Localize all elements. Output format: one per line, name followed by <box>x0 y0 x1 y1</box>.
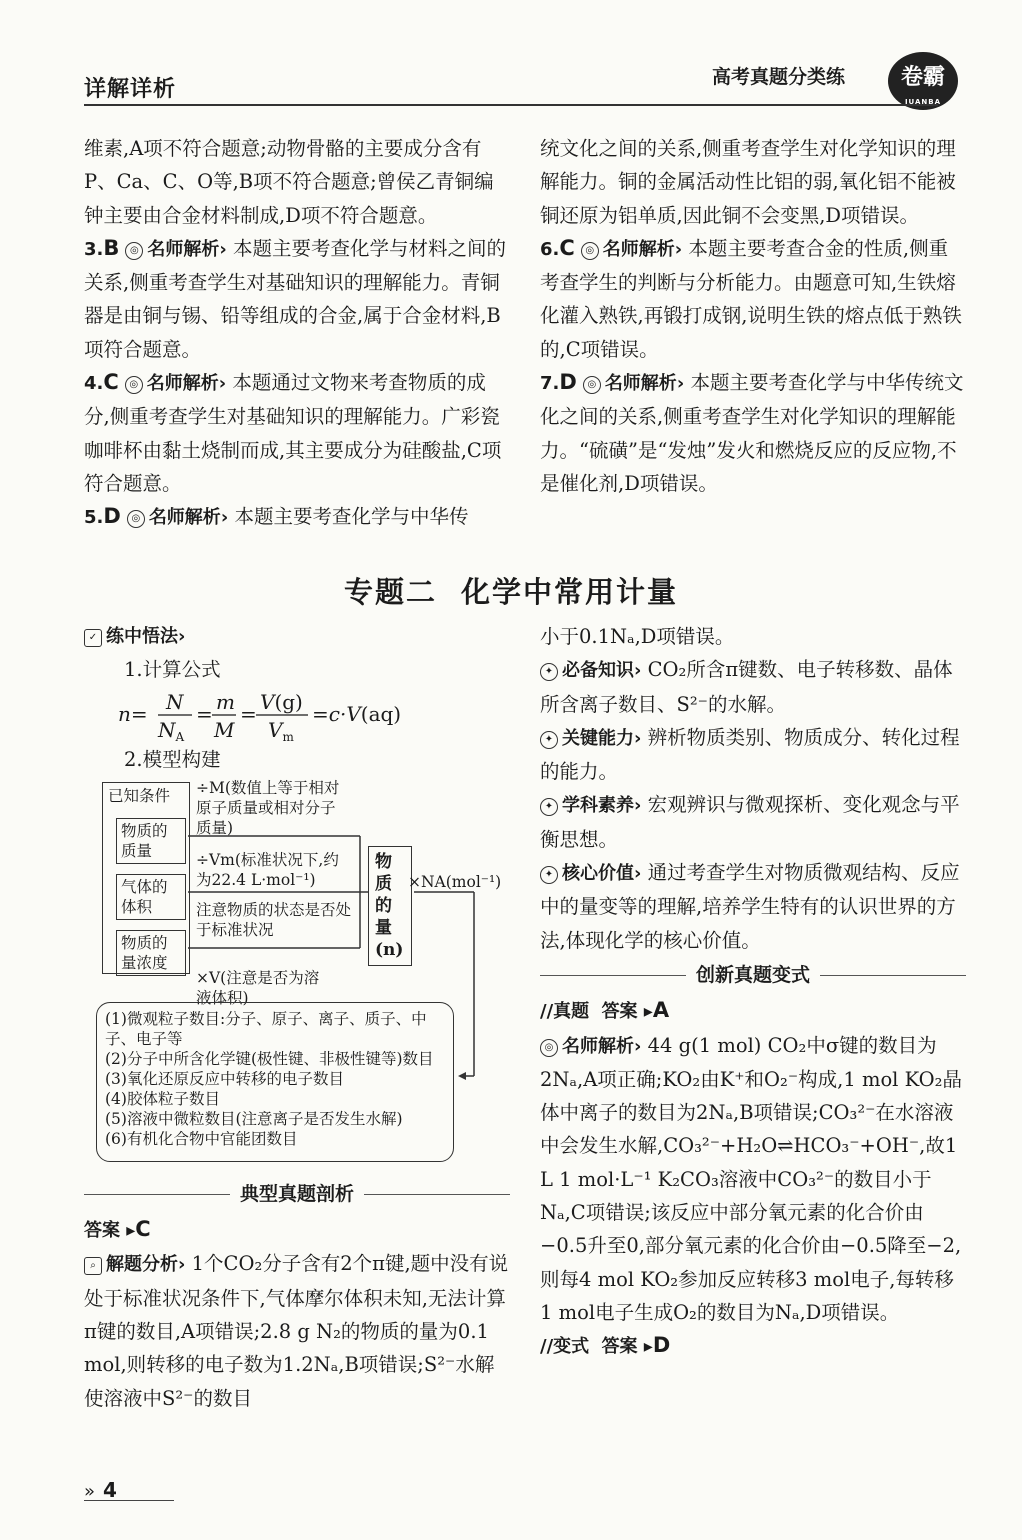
op-divide-Vm: ÷Vm(标准状况下,约为22.4 L·mol⁻¹) <box>196 850 339 889</box>
discipline-literacy: ✦ 学科素养› 宏观辨识与微观探析、变化观念与平衡思想。 <box>540 793 960 851</box>
applications-list <box>96 1002 454 1162</box>
brand-logo <box>888 52 958 110</box>
header-rule <box>84 104 938 106</box>
bulb-icon: ✦ <box>540 663 558 681</box>
svg-text:m: m <box>216 689 235 714</box>
svg-text:NA: $N_A$ <box>158 717 185 743</box>
op-state-note: 注意物质的状态是否处于标准状况 <box>196 900 352 939</box>
svg-text:=c·V(aq): =c·V(aq) <box>312 701 402 726</box>
magnifier-icon: ⌕ <box>84 1257 102 1275</box>
list-item: (5)溶液中微粒数目(注意离子是否发生水解) <box>105 1109 403 1128</box>
svg-text:=: = <box>196 701 213 726</box>
bulb-icon: ✦ <box>540 731 558 749</box>
q7-tag: ◎ 名师解析› <box>583 373 684 394</box>
question-4 <box>84 366 510 500</box>
q4-number: 4. <box>84 373 104 395</box>
formula <box>84 687 510 743</box>
teacher-icon: ◎ <box>125 376 143 394</box>
innovation-divider: 创新真题变式 <box>540 959 966 992</box>
bottom-right-column <box>540 620 966 1364</box>
list-item: (3)氧化还原反应中转移的电子数目 <box>105 1069 344 1088</box>
header-right-title: 高考真题分类练 <box>712 66 846 88</box>
op-times-V: ×V(注意是否为溶液体积) <box>196 968 320 1007</box>
q7-text: 本题主要考查化学与中华传统文化之间的关系,侧重考查学生对化学知识的理解能力。“硫磺”是“发烛”发火和燃烧反应的反应物,不是催化剂,D项错误。 <box>540 371 964 495</box>
analysis-text: 1个CO₂分子含有2个π键,题中没有说处于标准状况条件下,气体摩尔体积未知,无法计算π键的数目,A项错误;2.8 g N₂的物质的量为0.1 mol,则转移的电子数为1.2Nₐ,B项错误;S²⁻水解使溶液中S²⁻的数目 <box>84 1252 509 1410</box>
footer-rule <box>84 1500 174 1501</box>
q4-answer: C <box>103 370 119 395</box>
q7-number: 7. <box>540 373 560 395</box>
list-item: (4)胶体粒子数目 <box>105 1089 220 1108</box>
q6-text: 本题主要考查合金的性质,侧重考查学生的判断与分析能力。由题意可知,生铁熔化灌入熟铁,再锻打成钢,说明生铁的熔点低于熟铁的,C项错误。 <box>540 236 962 361</box>
teacher-icon: ◎ <box>581 242 599 260</box>
model-heading: 2.模型构建 <box>124 747 221 771</box>
teacher-icon: ◎ <box>125 242 143 260</box>
known-label: 已知条件 <box>108 786 171 805</box>
q6-answer: C <box>559 235 575 260</box>
question-7 <box>540 366 966 500</box>
q6-tag: ◎ 名师解析› <box>581 239 682 260</box>
concentration-box: 物质的量浓度 <box>116 930 186 976</box>
svg-text:=: = <box>240 701 257 726</box>
q4-tag: ◎ 名师解析› <box>125 373 226 394</box>
op-times-NA: ×NA(mol⁻¹) <box>408 872 502 891</box>
teacher-icon: ◎ <box>127 510 145 528</box>
page-number: 4 <box>103 1478 117 1502</box>
answer-line <box>84 1213 510 1247</box>
method-tag: ✓ 练中悟法› <box>84 620 510 653</box>
question-5 <box>84 500 510 534</box>
teacher-analysis: ◎ 名师解析› 44 g(1 mol) CO₂中σ键的数目为2Nₐ,A项正确;KO₂由K⁺和O₂⁻构成,1 mol KO₂晶体中离子的数目为2Nₐ,B项错误;CO₃²⁻在水溶液中会发生水解,CO₃²⁻+H₂O⇌HCO₃⁻+OH⁻,故1 L 1 mol·L⁻¹ K₂CO₃溶液中CO₃²⁻的数目小于Nₐ,C项错误;该反应中部分氧元素的化合价由−0.5升至0,部分氧元素的化合价由−0.5降至−2,则每4 mol KO₂参加反应转移3 mol电子,每转移1 mol电子生成O₂的数目为Nₐ,D项错误。 <box>540 1033 962 1324</box>
typical-divider: 典型真题剖析 <box>84 1178 510 1211</box>
q6-number: 6. <box>540 238 560 260</box>
moles-box: 物质的量(n) <box>368 846 412 966</box>
slash-icon: // <box>540 1336 554 1358</box>
essential-knowledge: ✦ 必备知识› CO₂所含π键数、电子转移数、晶体所含离子数目、S²⁻的水解。 <box>540 658 953 716</box>
top-right-column <box>540 132 966 500</box>
q3-tag: ◎ 名师解析› <box>125 239 226 260</box>
slash-icon: // <box>540 1001 554 1023</box>
section-title <box>0 570 1022 611</box>
q5-tag: ◎ 名师解析› <box>127 507 228 528</box>
q5-number: 5. <box>84 507 104 529</box>
header-left-title: 详解详析 <box>84 77 177 102</box>
q4-text: 本题通过文物来考查物质的成分,侧重考查学生对基础知识的理解能力。广彩瓷咖啡杯由黏土烧制而成,其主要成分为硅酸盐,C项符合题意。 <box>84 371 502 495</box>
caret-icon: ▸ <box>643 1336 653 1358</box>
variant-answer: //变式 答案 ▸D <box>540 1333 671 1358</box>
q5-text: 本题主要考查化学与中华传 <box>234 505 469 529</box>
page-footer <box>84 1478 117 1502</box>
answer-continuation: 维素,A项不符合题意;动物骨骼的主要成分含有P、Ca、C、O等,B项不符合题意;曾侯乙青铜编钟主要由合金材料制成,D项不符合题意。 <box>84 137 494 227</box>
concept-diagram <box>84 776 510 1176</box>
q5-answer: D <box>103 504 121 529</box>
teacher-icon: ◎ <box>583 376 601 394</box>
q7-answer: D <box>559 370 577 395</box>
formula-svg <box>84 687 510 743</box>
logo-sub: JUANBA <box>904 98 942 106</box>
list-item: (2)分子中所含化学键(极性键、非极性键等)数目 <box>105 1049 434 1068</box>
caret-icon: ▸ <box>126 1220 136 1242</box>
top-left-column <box>84 132 510 535</box>
analysis <box>84 1247 510 1414</box>
check-icon: ✓ <box>84 629 102 647</box>
teacher-icon: ◎ <box>540 1039 558 1057</box>
key-ability: ✦ 关键能力› 辨析物质类别、物质成分、转化过程的能力。 <box>540 725 960 784</box>
section-part: 专题二 <box>343 575 437 609</box>
list-item: (6)有机化合物中官能团数目 <box>105 1129 298 1148</box>
analysis-continuation: 小于0.1Nₐ,D项错误。 <box>540 625 735 648</box>
formula-heading: 1.计算公式 <box>124 658 221 682</box>
answer-continuation: 统文化之间的关系,侧重考查学生对化学知识的理解能力。铜的金属活动性比铝的弱,氧化铝不能被铜还原为铝单质,因此铜不会变黑,D项错误。 <box>540 137 956 227</box>
question-6 <box>540 232 966 366</box>
svg-text:N: N <box>166 689 184 714</box>
answer-label: 答案 <box>84 1220 120 1242</box>
svg-text:Vm: $V_m$ <box>268 717 294 743</box>
svg-text:V(g): V(g) <box>260 689 303 714</box>
bulb-icon: ✦ <box>540 798 558 816</box>
core-value: ✦ 核心价值› 通过考查学生对物质微观结构、反应中的量变等的理解,培养学生特有的认识世界的方法,体现化学的核心价值。 <box>540 861 960 952</box>
logo-text: 卷霸 <box>900 65 945 90</box>
svg-text:n=: n= <box>118 701 148 726</box>
bottom-left-column <box>84 620 510 1415</box>
list-item: (1)微观粒子数目:分子、原子、离子、质子、中子、电子等 <box>105 1009 427 1048</box>
section-name: 化学中常用计量 <box>461 575 679 609</box>
volume-box: 气体的体积 <box>116 874 186 920</box>
q3-number: 3. <box>84 238 104 260</box>
q3-answer: B <box>103 235 120 260</box>
bulb-icon: ✦ <box>540 866 558 884</box>
op-divide-M: ÷M(数值上等于相对原子质量或相对分子质量) <box>196 778 340 837</box>
chevron-icon: » <box>84 1481 96 1502</box>
real-question-answer: //真题 答案 ▸A <box>540 998 670 1023</box>
mass-box: 物质的质量 <box>116 818 186 864</box>
answer-value: C <box>135 1217 151 1242</box>
q3-text: 本题主要考查化学与材料之间的关系,侧重考查学生对基础知识的理解能力。青铜器是由铜与锡、铅等组成的合金,属于合金材料,B项符合题意。 <box>84 236 507 361</box>
question-3 <box>84 232 510 366</box>
caret-icon: ▸ <box>643 1001 653 1023</box>
analysis-tag: ⌕ 解题分析› <box>84 1254 185 1275</box>
svg-text:M: M <box>214 717 235 742</box>
